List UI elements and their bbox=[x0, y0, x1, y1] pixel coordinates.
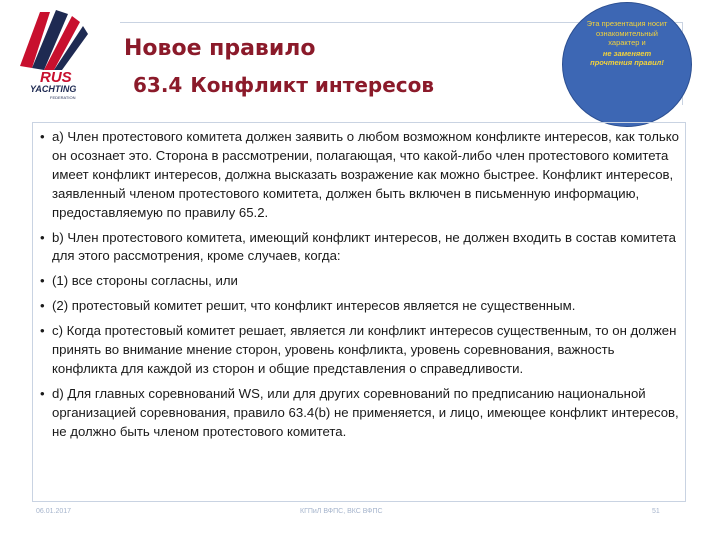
bullet-item-b2: • (2) протестовый комитет решит, что конфликт интересов является не существенным. bbox=[40, 297, 680, 316]
slide-title-line2 bbox=[133, 73, 442, 97]
bullet-item-b: • b) Член протестового комитета, имеющий конфликт интересов, не должен входить в состав комитета для этого рассмотрения, кроме случаев, когда: bbox=[40, 229, 680, 267]
footer-text: КГПиЛ ВФПС, ВКС ВФПС bbox=[300, 508, 383, 515]
bullet-item-b1: • (1) все стороны согласны, или bbox=[40, 272, 680, 291]
logo-small-text: FEDERATION bbox=[50, 95, 76, 100]
slide-title-line1: Новое правило bbox=[124, 36, 316, 61]
rule-title: Конфликт интересов bbox=[190, 73, 435, 97]
bullet-item-d: • d) Для главных соревнований WS, или для других соревнований по предписанию национальной организацией соревнования, правило 63.4(b) не применяется, и лицо, имеющее конфликт интересов, не должно быть членом протестового комитета. bbox=[40, 385, 680, 442]
logo-main-text: RUS bbox=[40, 69, 72, 86]
disclaimer-emphasis: не заменяет прочтения правил! bbox=[590, 48, 664, 68]
rule-bullet-list bbox=[40, 128, 680, 448]
bullet-item-a: • a) Член протестового комитета должен заявить о любом возможном конфликте интересов, как только он осознает это. Сторона в рассмотрении, полагающая, что какой-либо член протестового комитета имеет конфликт интересов, должна высказать возражение как можно быстрее. Конфликт интересов, заявленный членом протестового комитета, должен быть включен в письменную информацию, предоставляемую по правилу 65.2. bbox=[40, 128, 680, 223]
rus-yachting-logo bbox=[10, 8, 108, 100]
page-number: 51 bbox=[652, 508, 660, 515]
rule-number: 63.4 bbox=[133, 73, 183, 97]
bullet-item-c: • c) Когда протестовый комитет решает, является ли конфликт интересов существенным, то он должен принять во внимание мнение сторон, уровень конфликта, уровень соревнования, важность конфликта для каждой из сторон и общие представления о справедливости. bbox=[40, 322, 680, 379]
disclaimer-badge bbox=[562, 2, 692, 127]
logo-sub-text: YACHTING bbox=[30, 84, 77, 94]
footer-date: 06.01.2017 bbox=[36, 508, 72, 515]
disclaimer-text: Эта презентация носит ознакомительный характер и bbox=[586, 19, 668, 48]
